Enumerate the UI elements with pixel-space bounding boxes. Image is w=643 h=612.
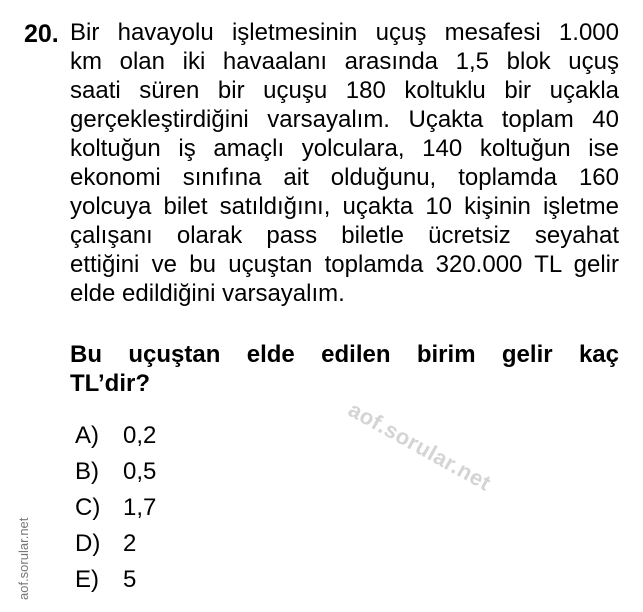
option-value: 2 — [123, 530, 137, 557]
option-d[interactable] — [75, 526, 156, 562]
stem-line: yolcuya bilet satıldığını, uçakta 10 kişinin işletme — [70, 193, 619, 220]
option-a[interactable] — [75, 418, 156, 454]
watermark-diagonal: aof.sorular.net — [344, 396, 496, 496]
option-letter: A) — [75, 422, 99, 449]
stem-line: koltuğun iş amaçlı yolculara, 140 koltuğun ise — [70, 135, 619, 162]
question-stem — [70, 18, 619, 308]
watermark-side: aof.sorular.net — [16, 517, 31, 600]
answer-options — [75, 418, 156, 598]
option-b[interactable] — [75, 454, 156, 490]
stem-line: km olan iki havaalanı arasında 1,5 blok uçuş — [70, 48, 619, 75]
option-e[interactable] — [75, 562, 156, 598]
prompt-line: TL’dir? — [70, 370, 150, 397]
option-value: 5 — [123, 566, 137, 593]
option-letter: B) — [75, 458, 99, 485]
question-prompt — [70, 340, 619, 398]
stem-line: ekonomi sınıfına ait olduğunu, toplamda 160 — [70, 164, 619, 191]
stem-line: Bir havayolu işletmesinin uçuş mesafesi 1.000 — [70, 19, 619, 46]
option-c[interactable] — [75, 490, 156, 526]
prompt-line: Bu uçuştan elde edilen birim gelir kaç — [70, 341, 619, 368]
stem-line: elde edildiğini varsayalım. — [70, 280, 345, 307]
option-letter: E) — [75, 566, 99, 593]
option-letter: D) — [75, 530, 101, 557]
option-value: 0,2 — [123, 422, 157, 449]
stem-line: saati süren bir uçuşu 180 koltuklu bir uçakla — [70, 77, 619, 104]
stem-line: gerçekleştirdiğini varsayalım. Uçakta toplam 40 — [70, 106, 619, 133]
option-value: 0,5 — [123, 458, 157, 485]
stem-line: çalışanı olarak pass biletle ücretsiz seyahat — [70, 222, 619, 249]
option-value: 1,7 — [123, 494, 157, 521]
question-number: 20. — [24, 20, 59, 48]
stem-line: ettiğini ve bu uçuştan toplamda 320.000 TL gelir — [70, 251, 619, 278]
option-letter: C) — [75, 494, 101, 521]
